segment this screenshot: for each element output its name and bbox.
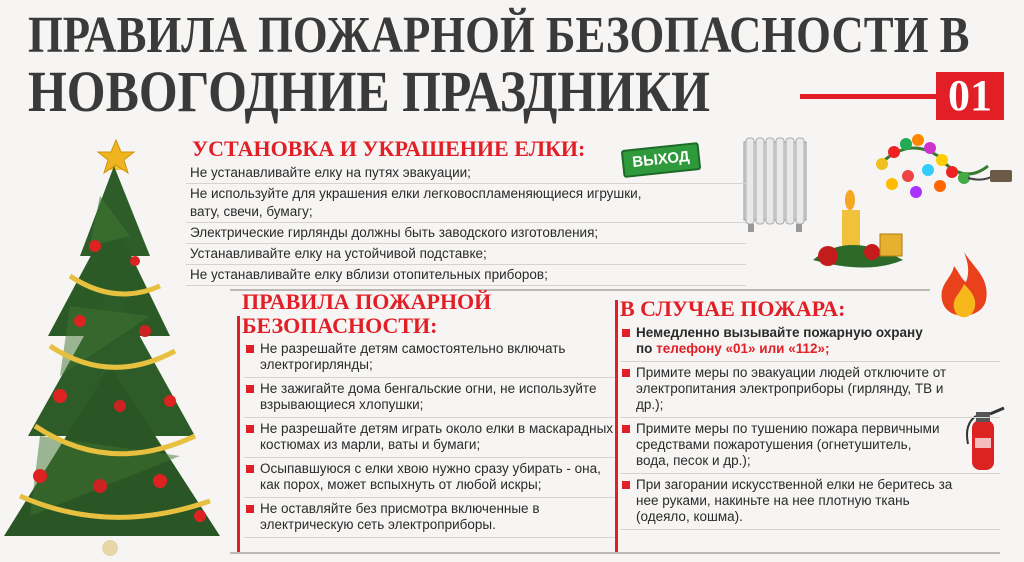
emergency-phone-numbers: телефону «01» или «112»; [656,341,830,356]
list-item [620,325,1000,362]
bottom-divider [230,552,1000,554]
list-item: Устанавливайте елку на устойчивой подставке; [186,244,746,265]
list-item: Не оставляйте без присмотра включенные в электрическую сеть электроприборы. [244,501,616,538]
list-item: Примите меры по эвакуации людей отключите от электропитания электроприборы (гирлянду, ТВ и др.); [620,365,1000,418]
list-item: Не устанавливайте елку на путях эвакуации; [186,163,746,184]
list-item: Электрические гирлянды должны быть заводского изготовления; [186,223,746,244]
list-item: При загорании искусственной елки не беритесь за нее руками, накиньте на нее плотную ткань (одеяло, кошма). [620,477,1000,530]
title-underline [800,94,936,99]
list-item: Не устанавливайте елку вблизи отопительных приборов; [186,265,746,286]
call-fire-service-text: Немедленно вызывайте пожарную охрану [636,325,923,340]
emergency-number-badge: 01 [936,72,1004,120]
list-item: Не разрешайте детям самостоятельно включать электрогирлянды; [244,341,616,378]
list-item: Примите меры по тушению пожара первичными средствами пожаротушения (огнетушитель, вода, песок и др.); [620,421,1000,474]
page-title-line2: НОВОГОДНИЕ ПРАЗДНИКИ [28,59,710,124]
section-tree-setup-title: УСТАНОВКА И УКРАШЕНИЕ ЕЛКИ: [192,136,586,161]
section-in-case-of-fire-title: В СЛУЧАЕ ПОЖАРА: [620,296,846,321]
section-fire-safety-title-line1: ПРАВИЛА ПОЖАРНОЙ [242,289,492,314]
page-title-line1: ПРАВИЛА ПОЖАРНОЙ БЕЗОПАСНОСТИ В [28,7,970,64]
section-accent-bar [237,316,240,553]
list-item [186,184,746,202]
list-item-text: Не используйте для украшения елки легковоспламеняющиеся игрушки, [190,186,642,201]
section-fire-safety-title [242,290,491,338]
fire-icon [934,248,994,328]
tree-setup-list [186,163,746,286]
list-item: вату, свечи, бумагу; [186,202,746,223]
in-case-of-fire-list [620,325,1000,533]
list-item: Осыпавшуюся с елки хвою нужно сразу убирать - она, как порох, может вспыхнуть от любой искры; [244,461,616,498]
radiator-icon [740,132,810,232]
exit-sign: ВЫХОД [621,142,701,178]
candle-icon [808,190,908,280]
section-accent-bar [615,300,618,553]
fire-safety-list [244,341,616,541]
section-fire-safety-title-line2: БЕЗОПАСНОСТИ: [242,313,438,338]
call-fire-service-by: по [636,341,653,356]
list-item: Не разрешайте детям играть около елки в маскарадных костюмах из марли, ваты и бумаги; [244,421,616,458]
list-item: Не зажигайте дома бенгальские огни, не используйте взрывающиеся хлопушки; [244,381,616,418]
